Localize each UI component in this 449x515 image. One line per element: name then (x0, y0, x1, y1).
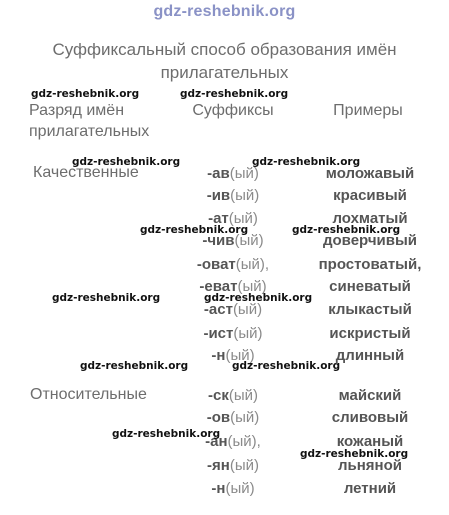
suffix-ending: (ый) (229, 165, 259, 182)
suffix-text: -ат (208, 210, 229, 227)
column-header-examples: Примеры (333, 102, 403, 119)
suffix-ending: (ый) (232, 301, 263, 318)
example-word: красивый (333, 187, 407, 204)
suffix-text: -оват (196, 256, 236, 273)
example-word: кожаный (336, 433, 404, 450)
suffix-cell (183, 457, 283, 474)
watermark: gdz-reshebnik.org (232, 360, 341, 372)
suffix-ending: (ый) (228, 387, 258, 404)
suffix-text: -еват (199, 278, 238, 295)
watermark: gdz-reshebnik.org (80, 360, 189, 372)
title-line-1: Суффиксальный способ образования имён (52, 40, 397, 59)
suffix-text: -чив (202, 232, 235, 249)
watermark: gdz-reshebnik.org (31, 88, 140, 100)
suffix-ending: (ый) (229, 457, 259, 474)
suffix-text: -ан (205, 433, 228, 450)
suffix-ending: (ый) (234, 232, 264, 249)
example-word: искристый (329, 325, 411, 342)
suffix-ending: (ый), (235, 256, 270, 273)
watermark: gdz-reshebnik.org (300, 448, 409, 460)
suffix-ending: (ый) (237, 278, 267, 295)
watermark: gdz-reshebnik.org (180, 88, 289, 100)
suffix-ending: (ый) (230, 409, 260, 426)
watermark: gdz-reshebnik.org (252, 156, 361, 168)
site-header: gdz-reshebnik.org (153, 3, 296, 20)
example-word: простоватый, (318, 256, 422, 273)
suffix-ending: (ый) (233, 325, 263, 342)
category-qualitative: Качественные (33, 164, 139, 181)
suffix-text: -ян (207, 457, 230, 474)
column-header-suffixes: Суффиксы (192, 102, 274, 119)
suffix-text: -н (211, 480, 226, 497)
example-word: сливовый (331, 409, 409, 426)
example-word: доверчивый (322, 232, 418, 249)
suffix-text: -ив (206, 187, 231, 204)
example-word: летний (343, 480, 397, 497)
watermark: gdz-reshebnik.org (52, 292, 161, 304)
example-word: синеватый (329, 278, 411, 295)
suffix-text: -ск (207, 387, 229, 404)
suffix-text: -аст (203, 301, 233, 318)
suffix-ending: (ый), (227, 433, 261, 450)
suffix-cell (183, 480, 283, 497)
watermark: gdz-reshebnik.org (140, 224, 249, 236)
example-word: длинный (335, 347, 405, 364)
suffix-ending: (ый) (228, 210, 258, 227)
example-word: лохматый (332, 210, 408, 227)
example-word: моложавый (325, 165, 415, 182)
example-word: майский (338, 387, 402, 404)
watermark: gdz-reshebnik.org (72, 156, 181, 168)
suffix-ending: (ый) (225, 480, 255, 497)
watermark: gdz-reshebnik.org (112, 428, 221, 440)
example-word: клыкастый (328, 301, 412, 318)
suffix-ending: (ый) (225, 347, 255, 364)
suffix-ending: (ый) (230, 187, 260, 204)
watermark: gdz-reshebnik.org (292, 224, 401, 236)
watermark: gdz-reshebnik.org (204, 292, 313, 304)
suffix-text: -ов (206, 409, 231, 426)
suffix-cell (183, 187, 283, 204)
suffix-text: -ист (203, 325, 234, 342)
suffix-cell (183, 325, 283, 342)
suffix-text: -ав (207, 165, 230, 182)
suffix-cell (183, 256, 283, 273)
category-relative: Относительные (30, 386, 147, 403)
suffix-cell (183, 387, 283, 404)
title-line-2: прилагательных (160, 63, 289, 82)
example-word: льняной (337, 457, 402, 474)
column-header-category: Разряд имён прилагательных (29, 102, 150, 140)
suffix-text: -н (211, 347, 226, 364)
page-title (0, 38, 449, 84)
suffix-cell (183, 409, 283, 426)
